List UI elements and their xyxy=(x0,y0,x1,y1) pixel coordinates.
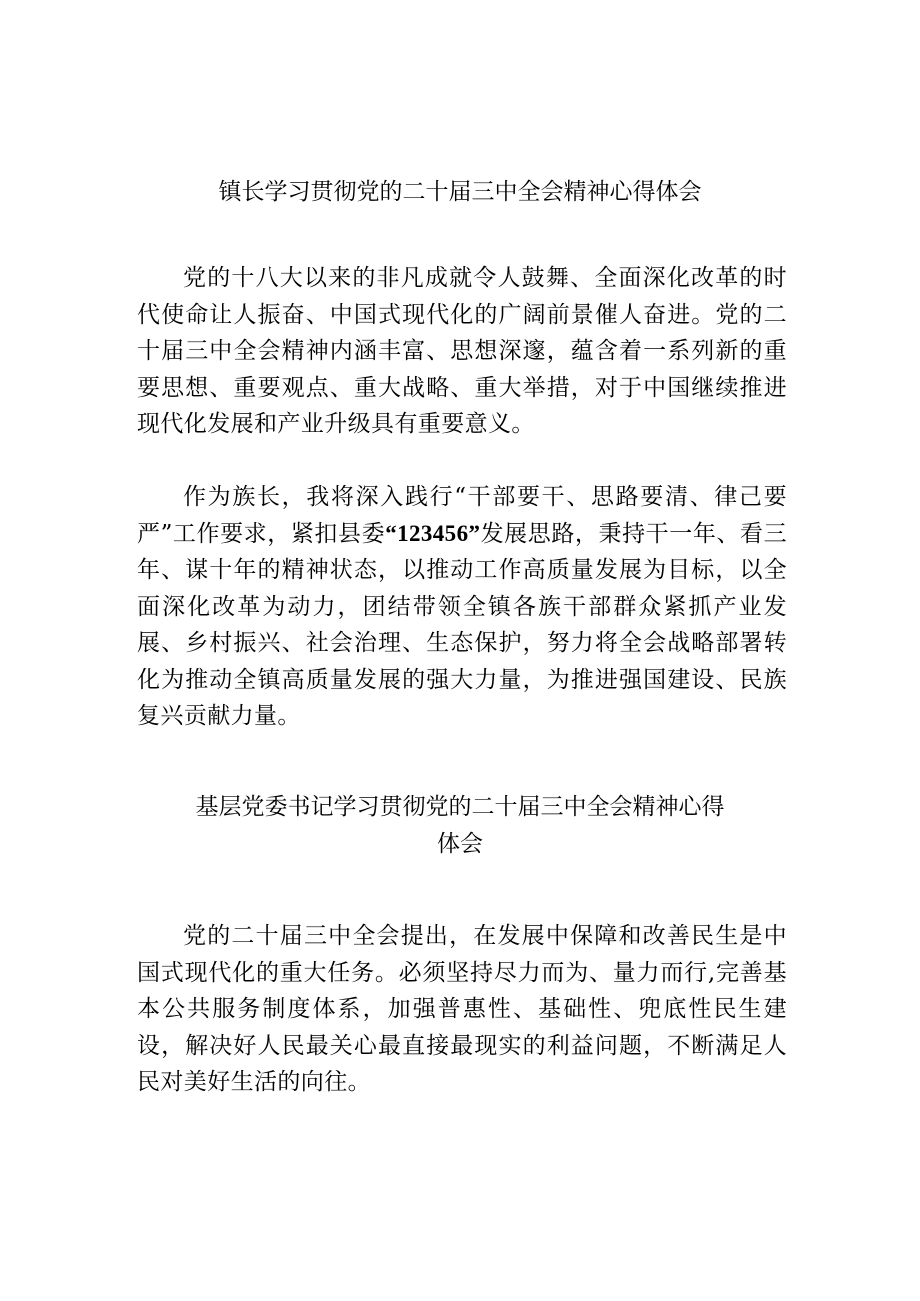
section1-paragraph-2 xyxy=(137,479,787,735)
section2-title xyxy=(0,789,920,863)
section2-paragraph-1: 党的二十届三中全会提出，在发展中保障和改善民生是中国式现代化的重大任务。必须坚持尽力而为、量力而行,完善基本公共服务制度体系，加强普惠性、基础性、兜底性民生建设，解决好人民最关心最直接最现实的利益问题，不断满足人民对美好生活的向往。 xyxy=(137,923,787,1095)
section1-paragraph-2-text-before: 作为族长，我将深入践行“干部要干、思路要清、律己要严”工作要求，紧扣县委 xyxy=(137,484,787,547)
section2-title-line-2: 体会 xyxy=(437,831,483,857)
section1-paragraph-2-text-after: 发展思路，秉持干一年、看三年、谋十年的精神状态，以推动工作高质量发展为目标，以全面深化改革为动力，团结带领全镇各族干部群众紧抓产业发展、乡村振兴、社会治理、生态保护，努力将全会战略部署转化为推动全镇高质量发展的强大力量，为推进强国建设、民族复兴贡献力量。 xyxy=(137,520,787,729)
section1-paragraph-2-emphasis: “123456” xyxy=(385,520,481,546)
section2-title-line-1: 基层党委书记学习贯彻党的二十届三中全会精神心得 xyxy=(195,794,725,820)
section1-paragraph-1: 党的十八大以来的非凡成就令人鼓舞、全面深化改革的时代使命让人振奋、中国式现代化的广阔前景催人奋进。党的二十届三中全会精神内涵丰富、思想深邃，蕴含着一系列新的重要思想、重要观点、重大战略、重大举措，对于中国继续推进现代化发展和产业升级具有重要意义。 xyxy=(137,265,787,437)
section1-title: 镇长学习贯彻党的二十届三中全会精神心得体会 xyxy=(218,179,702,205)
